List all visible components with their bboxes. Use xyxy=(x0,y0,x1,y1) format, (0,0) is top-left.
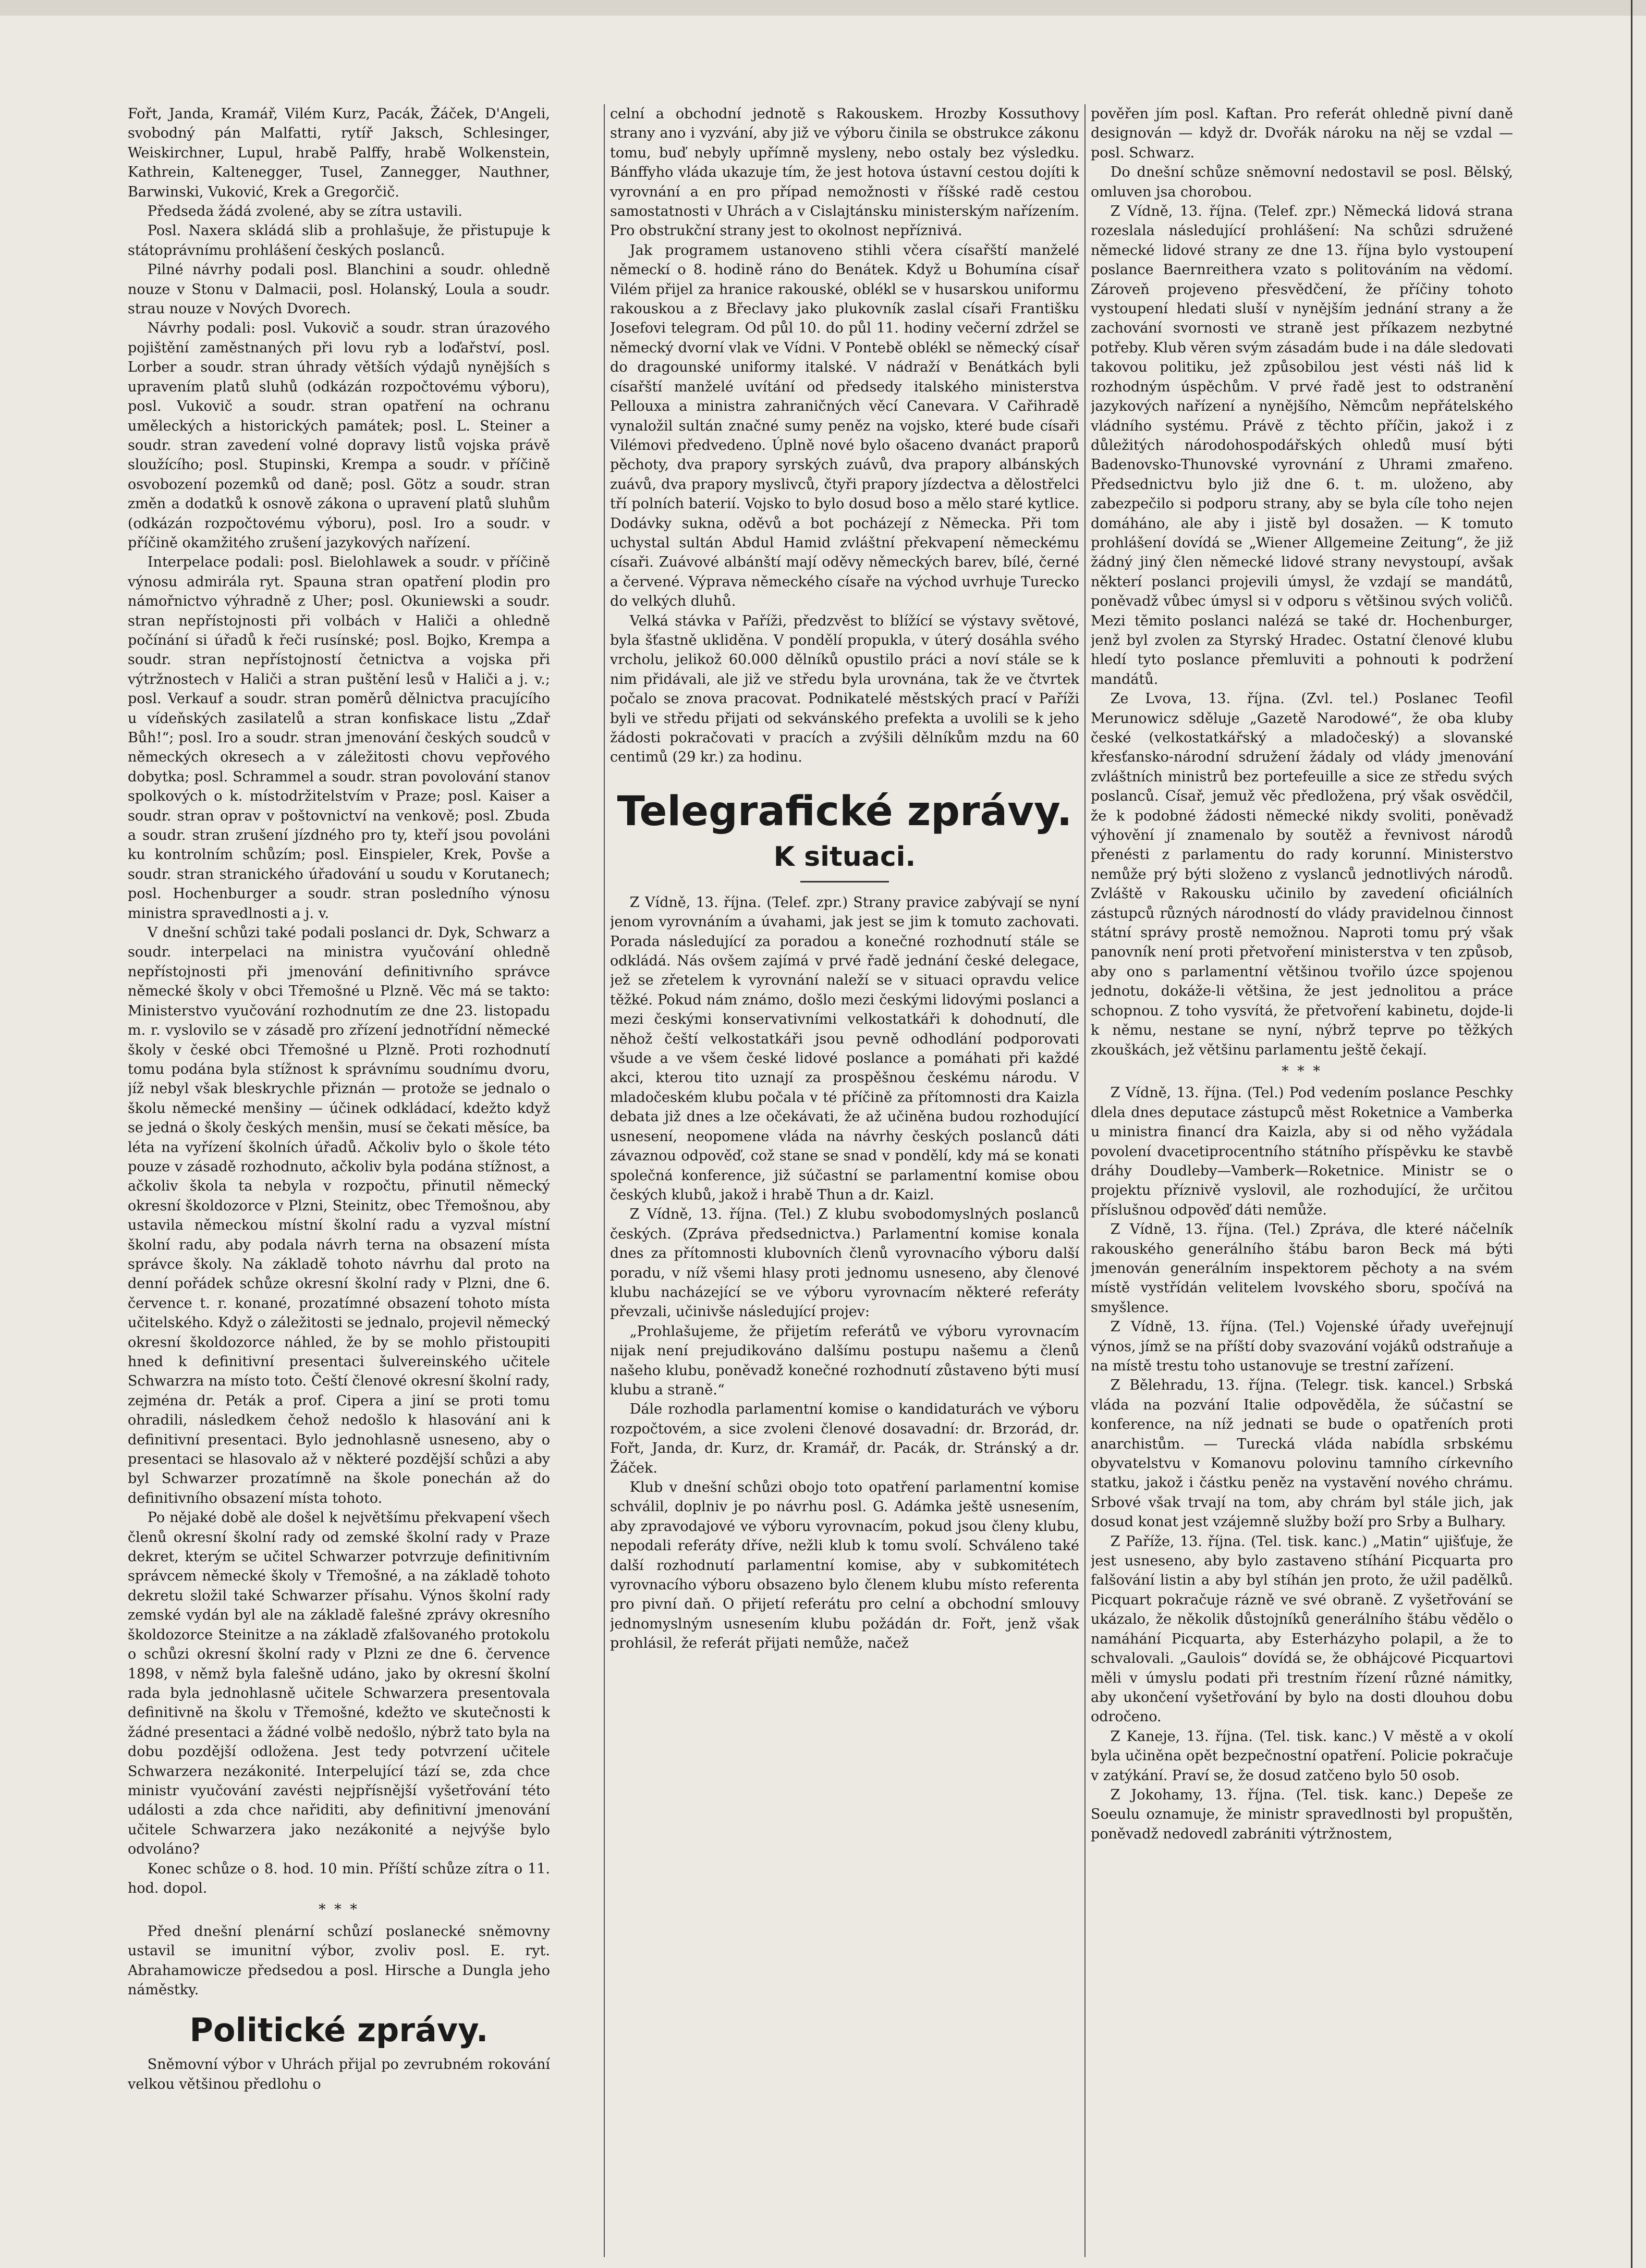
paragraph: pověřen jím posl. Kaftan. Pro referát ohledně pivní daně designován — když dr. Dvořák nároku na něj se vzdal — posl. Schwarz. xyxy=(1091,106,1513,161)
paragraph: Z Vídně, 13. října. (Telef. zpr.) Strany pravice zabývají se nyní jenom vyrovnáním a úvahami, jak jest se jim k tomuto zachovati. Porada následující za poradou a konečné rozhodnutí stále se odkládá. Nás ovšem zajímá v prvé řadě jednání české delegace, jež se zřetelem k vyrovnání naleží se v situaci opravdu velice těžké. Pokud nám známo, došlo mezi českými lidovými poslanci a mezi českými konservativními velkostatkáři k dohodnutí, dle něhož čeští velkostatkáři jsou pevně odhodlání podporovati všude a ve všem české lidové poslance a pomáhati při každé akci, kterou tito uznají za prospěšnou českému národu. V mladočeském klubu počala v té příčině za přítomnosti dra Kaizla debata již dnes a lze očekávati, že až učiněna budou rozhodující usnesení, neopomene vláda na návrhy českých poslanců dáti závaznou odpověď, což stane se snad v pondělí, kdy má se konati společná konference, již súčastní se parlamentní komise obou českých klubů, jakož i hrabě Thun a dr. Kaizl. xyxy=(610,894,1079,1203)
subheading-situation: K situaci. xyxy=(773,841,916,873)
separator: * * * xyxy=(319,1902,359,1918)
column-divider-1 xyxy=(604,104,605,2257)
paragraph: V dnešní schůzi také podali poslanci dr. Dyk, Schwarz a soudr. interpelaci na ministra vyučování ohledně nepřístojnosti při jmenování definitivního správce německé školy v obci Třemošné u Plzně. Věc má se takto: Ministerstvo vyučování rozhodnutím ze dne 23. listopadu m. r. vyslovilo se v zásadě pro zřízení jednotřídní německé školy v české obci Třemošné u Plzně. Proti rozhodnutí tomu podána byla stížnost k správnímu soudnímu dvoru, jíž nebyl však bleskrychle přiznán — protože se jednalo o školu německé menšiny — účinek odkládací, kdežto když se jedná o školy českých menšin, musí se čekati měsíce, ba léta na vyřízení školních úřadů. Ačkoliv bylo o škole této pouze v zásadě rozhodnuto, ačkoliv byla podána stížnost, a ačkoliv škola ta nebyla v rozpočtu, přinutil německý okresní školdozorce v Plzni, Steinitz, obec Třemošnou, aby ustavila německou místní školní radu a vyzval místní školní radu, aby podala návrh terna na obsazení místa správce školy. Na základě tohoto návrhu dal proto na denní pořádek schůze okresní školní rady v Plzni, dne 6. července t. r. konané, prozatímné obsazení tohoto místa učitelského. Když o záležitosti se jednalo, projevil německý okresní školdozorce náhled, že by se mohlo přistoupiti hned k definitivní presentaci šulvereinského učitele Schwarzra na místo toto. Čeští členové okresní školní rady, zejména dr. Peták a prof. Cipera a jiní se proti tomu ohradili, následkem čehož nedošlo k hlasování ani k definitivní presentaci. Bylo jednohlasně usneseno, aby o presentaci se hlasovalo až v některé pozdější schůzi a aby byl Schwarzer prozatímně na škole ponechán až do definitivního obsazení místa tohoto. xyxy=(128,925,550,1506)
paragraph: Z Vídně, 13. října. (Telef. zpr.) Německá lidová strana rozeslala následující prohlášení: Na schůzi sdružené německé lidové strany ze dne 13. října bylo vystoupení poslance Baernreithera vzato s politováním na vědomí. Zároveň projeveno přesvědčení, že příčiny tohoto vystoupení hledati sluší v nynějším jednání strany a že zachování svornosti ve straně jest příkazem nezbytné potřeby. Klub věren svým zásadám bude i na dále sledovati takovou politiku, jež způsobilou jest vésti náš lid k rozhodným úspěchům. V prvé řadě jest to odstranění jazykových nařízení a nynějšího, Němcům nepřátelského vládního systému. Právě z těchto příčin, jakož i z důležitých národohospodářských ohledů musí býti Badenovsko-Thunovské vyrovnání z Uhrami zmařeno. Předsednictvu bylo již dne 6. t. m. uloženo, aby zabezpečilo si podporu strany, aby se byla cíle toho nejen domáháno, ale aby i jistě byl dosažen. — K tomuto prohlášení dovídá se „Wiener Allgemeine Zeitung“, že již žádný jiný člen německé lidové strany nevystoupí, avšak některí poslanci projevili úmysl, že vzdají se mandátů, poněvadž vůbec úmysl si v odporu s většinou svých voličů. Mezi těmito poslanci nalézá se také dr. Hochenburger, jenž byl zvolen za Styrský Hradec. Ostatní členové klubu hledí tyto poslance přemluviti a pohnouti k podržení mandátů. xyxy=(1091,203,1513,688)
paragraph: Konec schůze o 8. hod. 10 min. Příští schůze zítra o 11. hod. dopol. xyxy=(128,1860,550,1896)
paragraph: Do dnešní schůze sněmovní nedostavil se posl. Bělský, omluven jsa chorobou. xyxy=(1091,164,1513,200)
page-right-rule xyxy=(1631,0,1632,2268)
paragraph: Z Jokohamy, 13. října. (Tel. tisk. kanc.) Depeše ze Soeulu oznamuje, že ministr spravedlnosti byl propuštěn, poněvadž nedovedl zabrániti výtržnostem, xyxy=(1091,1786,1513,1842)
paragraph: Z Vídně, 13. října. (Tel.) Zpráva, dle které náčelník rakouského generálního štábu baron Beck má býti jmenován generálním inspektorem pěchoty a na svém místě vystřídán velitelem lvovského sboru, spočívá na smyšlence. xyxy=(1091,1221,1513,1316)
paragraph: Fořt, Janda, Kramář, Vilém Kurz, Pacák, Žáček, D'Angeli, svobodný pán Malfatti, rytíř Jaksch, Schlesinger, Weiskirchner, Lupul, hrabě Palffy, hrabě Wolkenstein, Kathrein, Kaltenegger, Tusel, Zannegger, Nauthner, Barwinski, Vuković, Krek a Gregorčič. xyxy=(128,106,550,200)
column-divider-2 xyxy=(1084,104,1086,2257)
paragraph: Interpelace podali: posl. Bielohlawek a soudr. v příčině výnosu admirála ryt. Spauna stran opatření plodin pro námořnictvo výhradně z Uher; posl. Okuniewski a soudr. stran nepřístojnosti při volbách v Haliči a ohledně počínání si úřadů k řeči rusínské; posl. Bojko, Krempa a soudr. stran nepřístojností četnictva a vojska při výtržnostech v Haliči a stran puštění lesů v Haliči a j. v.; posl. Verkauf a soudr. stran poměrů dělnictva pracujícího u vídeňských zasilatelů a stran konfiskace listu „Zdař Bůh!“; posl. Iro a soudr. stran jmenování českých soudců v německých okresech a v záležitosti chovu vepřového dobytka; posl. Schrammel a soudr. stran povolování stanov spolkových o k. místodržitelstvím v Praze; posl. Kaiser a soudr. stran oprav v poštovnictví na venkově; posl. Zbuda a soudr. stran zrušení jízdného pro ty, kteří jsou povoláni ku kontrolním schůzím; posl. Einspieler, Krek, Povše a soudr. stran stranického úřadování u soudu v Korutanech; posl. Hochenburger a soudr. stran posledního výnosu ministra spravedlnosti a j. v. xyxy=(128,554,550,922)
paragraph: Velká stávka v Paříži, předzvěst to blížící se výstavy světové, byla šťastně ukliděna. V pondělí propukla, v úterý dosáhla svého vrcholu, jelikož 60.000 dělníků opustilo práci a noví stále se k nim přidávali, ale již ve středu byla urovnána, tak že ve čtvrtek počalo se znova pracovat. Podnikatelé městských prací v Paříži byli ve středu přijati od sekvánského prefekta a uvolili se k jeho žádosti pokračovati v pracích a zvýšili dělníkům mzdu na 60 centimů (29 kr.) za hodinu. xyxy=(610,612,1079,766)
paragraph: Z Bělehradu, 13. října. (Telegr. tisk. kancel.) Srbská vláda na pozvání Italie odpověděla, že súčastní se konference, na níž jednati se bude o opatřeních proti anarchistům. — Turecká vláda nabídla srbskému obyvatelstvu v Komanovu polovinu tamního církevního statku, jakož i částku peněz na vystavění nového chrámu. Srbové však trvají na tom, aby chrám byl stále jich, jak dosud konat jest vzájemně služby boží pro Srby a Bulhary. xyxy=(1091,1377,1513,1530)
paragraph: celní a obchodní jednotě s Rakouskem. Hrozby Kossuthovy strany ano i vyzvání, aby již ve výboru činila se obstrukce zákonu tomu, buď nebyly upřímně mysleny, nebo ostaly bez výsledku. Bánffyho vláda ukazuje tím, že jest hotova ústavní cestou dojíti k vyrovnání a en pro případ nemožnosti v říšské radě cestou samostatnosti v Uhrách a v Cislajtánsku ministerským nařízením. Pro obstrukční strany jest to okolnost nepříznivá. xyxy=(610,106,1079,239)
paragraph: Z Vídně, 13. října. (Tel.) Pod vedením poslance Peschky dlela dnes deputace zástupců měst Roketnice a Vamberka u ministra financí dra Kaizla, aby si od něho vyžádala povolení dvacetiprocentního státního příspěvku ke stavbě dráhy Doudleby—Vamberk—Roketnice. Ministr se o projektu příznivě vyslovil, ale rozhodující, že určitou příslušnou odpověď dáti nemůže. xyxy=(1091,1085,1513,1218)
separator: * * * xyxy=(1282,1063,1322,1080)
section-heading-telegraphic: Telegrafické zprávy. xyxy=(617,788,1072,835)
paragraph: Z Paříže, 13. října. (Tel. tisk. kanc.) „Matin“ ujišťuje, že jest usneseno, aby bylo zastaveno stíhání Picquarta pro falšování listin a aby byl stíhán jen proto, že užil padělků. Picquart pokračuje rázně ve své obraně. Z vyšetřování se ukázalo, že několik důstojníků generálního štábu vědělo o namáhání Picquarta, aby Esterházyho polapil, a že to schvalovali. „Gaulois“ dovídá se, že obhájcové Picquartovi měli v úmyslu podati při trestním řízení různé námitky, aby ukončení vyšetřování by bylo na dosti dlouhou dobu odročeno. xyxy=(1091,1533,1513,1725)
page-top-edge xyxy=(0,0,1646,16)
paragraph: Před dnešní plenární schůzí poslanecké sněmovny ustavil se imunitní výbor, zvoliv posl. E. ryt. Abrahamowicze předsedou a posl. Hirsche a Dungla jeho náměstky. xyxy=(128,1923,550,1998)
paragraph: Po nějaké době ale došel k největšímu překvapení všech členů okresní školní rady od zemské školní rady v Praze dekret, kterým se učitel Schwarzer potvrzuje definitivním správcem německé školy v Třemošné, a na základě tohoto dekretu složil také Schwarzer přísahu. Výnos školní rady zemské vydán byl ale na základě falešné zprávy okresního školdozorce Steinitze a na základě zfalšovaného protokolu o schůzi okresní školní rady v Plzni ze dne 6. července 1898, v němž byla falešně udáno, jako by okresní školní rada byla jednohlasně učitele Schwarzera presentovala definitivně na školu v Třemošné, kdežto ve skutečnosti k žádné presentaci a žádné volbě nedošlo, nýbrž tato byla na dobu pozdější odložena. Jest tedy potvrzení učitele Schwarzera nezákonité. Interpelující tází se, zda chce ministr vyučování zavésti nejpřísnější vyšetřování této události a zda chce nařiditi, aby definitivní jmenování učitele Schwarzera jako nezákonité a nejvýše bylo odvoláno? xyxy=(128,1510,550,1858)
paragraph: Ze Lvova, 13. října. (Zvl. tel.) Poslanec Teofil Merunowicz sděluje „Gazetě Narodowé“, že oba kluby české (velkostatkářský a mladočeský) a slovanské křesťansko-národní sdružení žádaly od vlády jmenování zvláštních ministrů bez portefeuille a sice ze středu svých poslanců. Císař, jemuž věc předložena, prý však osvědčil, že k podobné žádosti německé nikdy svoliti, poněvadž výhovění jí znamenalo by soutěž a řevnivost národů přenésti z parlamentu do rady korunní. Ministerstvo nemůže prý býti složeno z vyslanců jednotlivých národů. Zvláště v Rakousku učinilo by zavedení oficiálních zástupců různých národností do vlády pravidelnou činnost státní správy prostě nemožnou. Naproti tomu prý však panovník není proti přetvoření ministerstva v ten způsob, aby ono s parlamentní většinou tvořilo úzce spojenou jednotu, dokáže-li většina, že jest jednolitou a práce schopnou. Z toho vysvítá, že přetvoření kabinetu, dojde-li k němu, nestane se nyní, nýbrž teprve po těžkých zkouškách, jež většinu parlamentu ještě čekají. xyxy=(1091,691,1513,1058)
paragraph: Z Kaneje, 13. října. (Tel. tisk. kanc.) V městě a v okolí byla učiněna opět bezpečnostní opatření. Policie pokračuje v zatýkání. Praví se, že dosud zatčeno bylo 50 osob. xyxy=(1091,1728,1513,1784)
paragraph: Pilné návrhy podali posl. Blanchini a soudr. ohledně nouze v Stonu v Dalmacii, posl. Holanský, Loula a soudr. strau nouze v Nových Dvorech. xyxy=(128,262,550,317)
paragraph: Jak programem ustanoveno stihli včera císařští manželé německí o 8. hodině ráno do Benátek. Když u Bohumína císař Vilém přijel za hranice rakouské, oblékl se v husarskou uniformu rakouskou a z Břeclavy jako plukovník zaslal císaři Františku Josefovi telegram. Od půl 10. do půl 11. hodiny večerní zdržel se německý dvorní vlak ve Vídni. V Pontebě oblékl se německý císař do dragounské uniformy italské. V nádraží v Benátkách byli císařští manželé uvítání od předsedy italského ministerstva Pellouxa a ministra zahraničných věcí Canevara. V Cařihradě vynaložil sultán značné sumy peněz na vojsko, které bude císaři Vilémovi předvedeno. Úplně nové bylo ošaceno dvanáct praporů pěchoty, dva prapory syrských zuávů, dva prapory albánských zuávů, dva prapory myslivců, čtyři prapory jízdectva a dělostřelci tří polních baterií. Vojsko to bylo dosud boso a mělo staré kytlice. Dodávky sukna, oděvů a bot pocházejí z Německa. Při tom uchystal sultán Abdul Hamid zvláštní překvapení německému císaři. Zuávové albánští mají oděvy německých barev, bílé, černé a červené. Výprava německého císaře na východ uvrhuje Turecko do velkých dluhů. xyxy=(610,242,1079,610)
paragraph: „Prohlašujeme, že přijetím referátů ve výboru vyrovnacím nijak není prejudikováno dalšímu postupu našemu a členů našeho klubu, poněvadž konečné rozhodnutí zůstaveno býti musí klubu a straně.“ xyxy=(610,1323,1079,1398)
heading-rule xyxy=(800,881,889,882)
paragraph: Z Vídně, 13. října. (Tel.) Z klubu svobodomyslných poslanců českých. (Zpráva předsednictva.) Parlamentní komise konala dnes za přítomnosti klubovních členů vyrovnacího výboru další poradu, v níž všemi hlasy proti jednomu usneseno, aby členové klubu nacházející se ve výboru vyrovnacím některé referáty převzali, učinivše následující projev: xyxy=(610,1206,1079,1320)
paragraph: Z Vídně, 13. října. (Tel.) Vojenské úřady uveřejnují výnos, jímž se na příští doby svazování vojáků odstraňuje a na místě trestu toho ustanovuje se trestní zařízení. xyxy=(1091,1319,1513,1374)
column-middle xyxy=(610,104,1079,2257)
column-left xyxy=(128,104,550,2257)
section-heading-political: Politické zprávy. xyxy=(189,2011,489,2050)
paragraph: Posl. Naxera skládá slib a prohlašuje, že přistupuje k státoprávnímu prohlášení českých poslanců. xyxy=(128,223,550,259)
paragraph: Dále rozhodla parlamentní komise o kandidaturách ve výboru rozpočtovém, a sice zvoleni členové dosavadní: dr. Brzorád, dr. Fořt, Janda, dr. Kurz, dr. Kramář, dr. Pacák, dr. Stránský a dr. Žáček. xyxy=(610,1401,1079,1476)
paragraph: Návrhy podali: posl. Vukovič a soudr. stran úrazového pojištění zaměstnaných při lovu ryb a loďařství, posl. Lorber a soudr. stran úhrady větších výdajů nynějších s upravením platů sluhů (odkázán rozpočtovému výboru), posl. Vukovič a soudr. stran opatření na ochranu uměleckých a historických památek; posl. L. Steiner a soudr. stran zavedení volné dopravy listů vojska právě sloužícího; posl. Stupinski, Krempa a soudr. v příčině osvobození pozemků od daně; posl. Götz a soudr. stran změn a dodatků k osnově zákona o upravení platů sluhům (odkázán rozpočtovému výboru), posl. Iro a soudr. v příčině okamžitého zrušení jazykových nařízení. xyxy=(128,320,550,551)
column-right xyxy=(1091,104,1513,2257)
paragraph: Předseda žádá zvolené, aby se zítra ustavili. xyxy=(147,203,462,220)
paragraph: Klub v dnešní schůzi obojo toto opatření parlamentní komise schválil, doplniv je po návrhu posl. G. Adámka ještě usnesením, aby zpravodajové ve výboru vyrovnacím, pokud jsou členy klubu, nepodali referáty dříve, nežli klub k tomu svolí. Schváleno také další rozhodnutí parlamentní komise, aby v subkomitétech vyrovnacího výboru obsazeno bylo členem klubu místo referenta pro pivní daň. O přijetí referátu pro celní a obchodní smlouvy jednomyslným usnesením klubu požádán dr. Fořt, jenž však prohlásil, že referát přijati nemůže, načež xyxy=(610,1479,1079,1652)
paragraph: Sněmovní výbor v Uhrách přijal po zevrubném rokování velkou většinou předlohu o xyxy=(128,2056,550,2092)
